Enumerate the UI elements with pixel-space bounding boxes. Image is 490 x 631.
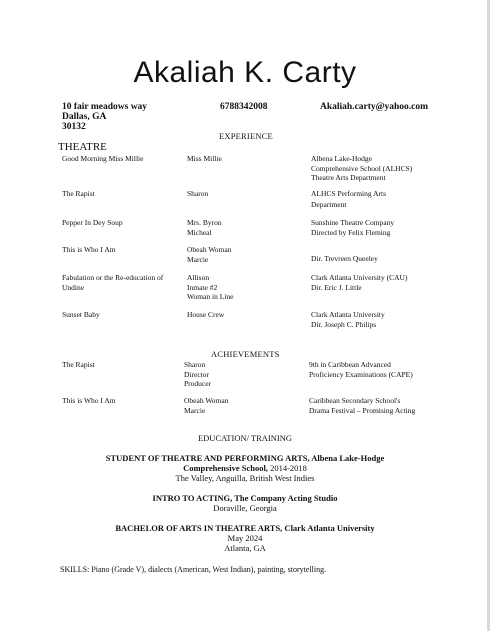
education-heading: EDUCATION/ TRAINING	[197, 433, 293, 443]
experience-title: Good Morning Miss Millie	[62, 154, 144, 163]
skills-line: SKILLS: Piano (Grade V), dialects (American, West Indian), painting, storytelling.	[60, 565, 327, 574]
experience-title: Fabulation or the Re-education of Undine	[62, 273, 164, 292]
candidate-name: Akaliah K. Carty	[133, 56, 357, 89]
address-line-1: 10 fair meadows way	[62, 102, 148, 112]
experience-role: Miss Millie	[187, 154, 222, 163]
experience-venue: Dir. Trevreen Queeley	[311, 254, 378, 263]
experience-venue: ALHCS Performing Arts Department	[311, 189, 386, 209]
experience-venue: Albena Lake-Hodge Comprehensive School (ALHCS) Theatre Arts Department	[311, 154, 413, 183]
achievement-award: 9th in Caribbean Advanced Proficiency Examinations (CAPE)	[309, 360, 413, 379]
experience-venue: Clark Atlanta University (CAU) Dir. Eric J. Little	[311, 273, 408, 292]
education-entry: BACHELOR OF ARTS IN THEATRE ARTS, Clark Atlanta University May 2024 Atlanta, GA	[115, 523, 375, 553]
email-address: Akaliah.carty@yahoo.com	[320, 102, 429, 112]
experience-title: This is Who I Am	[62, 245, 116, 254]
experience-role: Mrs. Byron Micheal	[187, 218, 222, 237]
experience-role: House Crew	[187, 310, 225, 319]
experience-role: Allison Inmate #2 Woman in Line	[187, 273, 234, 302]
address-line-3: 30132	[62, 122, 86, 132]
achievement-role: Obeah Woman Marcie	[184, 396, 229, 415]
experience-role: Obeah Woman Marcie	[187, 245, 232, 264]
phone-number: 6788342008	[220, 102, 268, 112]
experience-venue: Sunshine Theatre Company Directed by Felix Fleming	[311, 218, 395, 237]
achievement-award: Caribbean Secondary School's Drama Festival – Promising Acting	[309, 396, 416, 415]
education-entry: INTRO TO ACTING, The Company Acting Studio Doraville, Georgia	[152, 493, 338, 513]
theatre-subheading: THEATRE	[58, 141, 107, 153]
achievement-title: This is Who I Am	[62, 396, 116, 405]
experience-venue: Clark Atlanta University Dir. Joseph C. Philips	[311, 310, 385, 329]
experience-role: Sharon	[187, 189, 209, 198]
achievements-heading: ACHIEVEMENTS	[211, 349, 280, 359]
address-line-2: Dallas, GA	[62, 112, 107, 122]
address-block	[62, 102, 147, 132]
achievement-title: The Rapist	[62, 360, 95, 369]
experience-title: The Rapist	[62, 189, 95, 198]
experience-heading: EXPERIENCE	[219, 131, 273, 141]
experience-title: Sunset Baby	[62, 310, 100, 319]
education-entry: STUDENT OF THEATRE AND PERFORMING ARTS, Albena Lake-Hodge Comprehensive School, 2014-2018 The Valley, Anguilla, British West Indies	[105, 453, 385, 483]
achievement-role: Sharon Director Producer	[184, 360, 212, 389]
experience-title: Pepper In Dey Soup	[62, 218, 123, 227]
